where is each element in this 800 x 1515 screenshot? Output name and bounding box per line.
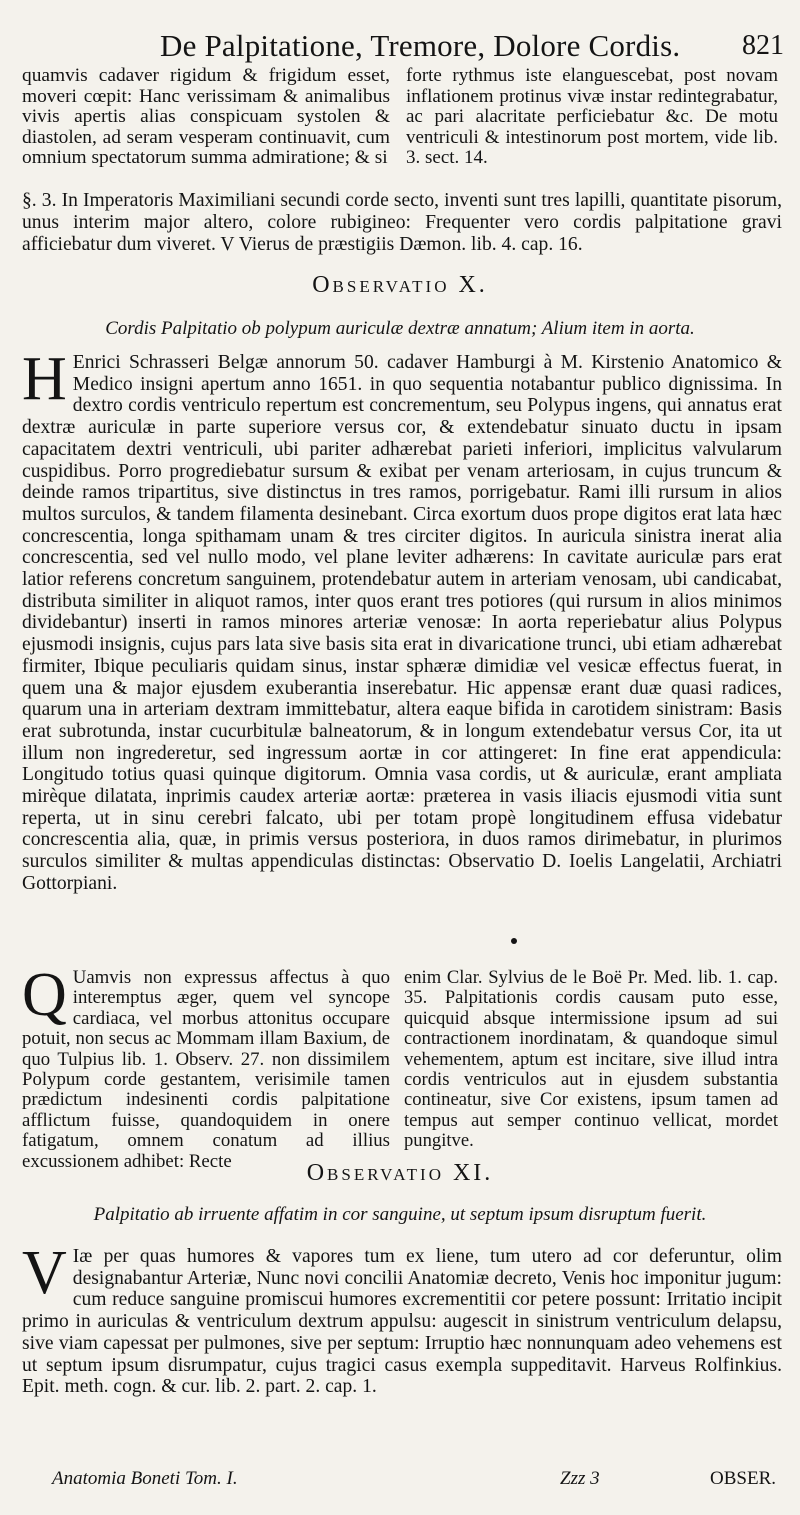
scholium-right-text: enim Clar. Sylvius de le Boë Pr. Med. lib. 1. cap. 35. Palpitationis cordis causam puto esse, quicquid absque intermissione ipsum ad sui contractionem inordinatam, & quandoque simul vehementem, aptum est incitare, sive illud intra cordis ventriculos aut in ejusdem substantia contineatur, sive Cor existens, ipsum tamen ad tempus aut semper continuo vellicat, mordet pungitve. [404, 967, 778, 1152]
section-3-text: §. 3. In Imperatoris Maximiliani secundi corde secto, inventi sunt tres lapilli, quantitate pisorum, unus interim major altero, colore rubigineo: Frequenter vero cordis palpitatione gravi afficiebatur dum viveret. V Vierus de præstigiis Dæmon. lib. 4. cap. 16. [22, 190, 782, 255]
scholium-right-column [404, 967, 778, 1152]
top-left-text: quamvis cadaver rigidum & frigidum esset, moveri cœpit: Hanc verissimam & animalibus vivis apertis alias conspicuam systolen & diastolen, ad seram vesperam continuavit, cum omnium spectatorum summa admiratione; & si [22, 65, 390, 169]
scholium-left-text: Uamvis non expressus affectus à quo interemptus æger, quem vel syncope cardiaca, vel morbus attonitus occupare potuit, non secus ac Mommam illam Baxium, de quo Tulpius lib. 1. Observ. 27. non dissimilem Polypum corde gestantem, verisimile tamen prædictum indesinenti cordis palpitatione afflictum fuisse, quandoquidem in onere fatigatum, omnem conatum ad illius excussionem adhibet: Recte [22, 967, 390, 1172]
observation-10-title: Observatio X. [312, 272, 488, 298]
top-right-column [406, 66, 778, 170]
top-left-column [22, 66, 390, 170]
observation-11-body [22, 1239, 782, 1416]
running-title: De Palpitatione, Tremore, Dolore Cordis. [160, 28, 681, 63]
scholium-left-column [22, 961, 390, 1172]
footer-left: Anatomia Boneti Tom. I. [52, 1468, 238, 1489]
page-number: 821 [742, 30, 784, 61]
observation-11-text: Iæ per quas humores & vapores tum ex liene, tum utero ad cor deferuntur, olim designabantur Arteriæ, Nunc novi concilii Anatomiæ decreto, Venis hoc imponitur jugum: cum reduce sanguine promiscui humores excrementitii cor petere possunt: Irritatio incipit primo in auriculas & ventriculum dextrum appulsu: augescit in sinistrum ventriculum delapsu, sive viam capessat per pulmones, sive per septum: Irruptio hæc nonnunquam adeo vehemens est ut septum ipsum disrumpatur, cujus tragici casus exempla suppeditavit. Harveus Rolfinkius. Epit. meth. cogn. & cur. lib. 2. part. 2. cap. 1. [22, 1246, 782, 1398]
dropcap-v: V [22, 1239, 67, 1307]
dropcap-h: H [22, 345, 67, 413]
observation-11-subtitle: Palpitatio ab irruente affatim in cor sanguine, ut septum ipsum disruptum fuerit. [93, 1204, 707, 1225]
ornament-dot [511, 938, 517, 944]
catchword: OBSER. [710, 1468, 776, 1489]
top-right-text: forte rythmus iste elanguescebat, post novam inflationem protinus vivæ instar redintegrabatur, ac pari alacritate perficiebatur &c. De motu ventriculi & intestinorum post mortem, vide lib. 3. sect. 14. [406, 65, 778, 169]
observation-10-text: Enrici Schrasseri Belgæ annorum 50. cadaver Hamburgi à M. Kirstenio Anatomico & Medico insigni apertum anno 1651. in quo sequentia notabantur publico dignissima. In dextro cordis ventriculo repertum est concrementum, seu Polypus ingens, qui annatus erat dextræ auriculæ in parte superiore versus cor, & extendebatur sinuato ductu in ipsam capacitatem dextri ventriculi, ubi pariter adhærebat parieti inferiori, implicitus valvularum cuspidibus. Porro progrediebatur sursum & exibat per venam arteriosam, in cujus truncum & deinde ramos tripartitus, sive distinctus in tres ramos, porrigebatur. Rami illi rursum in alios multos surculos, & tandem filamenta desinebant. Circa exortum duos prope digitos erat lata hæc concrescentia, longa spithamam unam & tres circiter digitos. In auricula sinistra inerat alia concrescentia, sed vel nullo modo, vel plane leviter adhærens: In cavitate auriculæ pars erat latior referens concretum sanguinem, protendebatur autem in arteriam venosam, ubi candicabat, distributa similiter in aliquot ramos, inter quos erant tres potiores (qui rursum in alios minimos dividebantur) inserti in ramos minores arteriæ venosæ: In aorta reperiebatur alius Polypus ejusmodi insignis, cujus pars lata sive basis sita erat in divaricatione trunci, ubi etiam adhærebat firmiter, Ibique peculiaris quidam sinus, instar sphæræ dimidiæ vel vesicæ effectus fuerat, in quem una & major ejusdem exuberantia inserebatur. Hic appensæ erant duæ quasi radices, quarum una in arteriam dextram immittebatur, altera eaque bifida in carotidem sinistram: Basis erat subrotunda, instar cucurbitulæ balneatorum, & in longum extendebatur versus Cor, ita ut illum non ingrederetur, sed ingressum aortæ in cor attingeret: In fine erat appendicula: Longitudo totius quasi quinque digitorum. Omnia vasa cordis, ut & auriculæ, erant ampliata mirèque dilatata, inprimis caudex arteriæ aortæ: præterea in vasis iliacis ejusmodi vitia sunt reperta, ut in sinu cerebri falcato, ubi per totam propè longitudinem effusa videbatur concrescentia alia, quæ, in primis versus posteriora, in duos ramos dirimebatur, in plurimos surculos similiter & multas appendiculas distinctas: Observatio D. Ioelis Langelatii, Archiatri Gottorpiani. [22, 352, 782, 894]
observation-10-subtitle: Cordis Palpitatio ob polypum auriculæ dextræ annatum; Alium item in aorta. [105, 318, 695, 339]
observation-10-body [22, 345, 782, 944]
observation-11-title: Observatio XI. [306, 1160, 494, 1186]
signature-mark: Zzz 3 [560, 1468, 600, 1489]
dropcap-q: Q [22, 961, 67, 1029]
section-3 [22, 190, 782, 260]
